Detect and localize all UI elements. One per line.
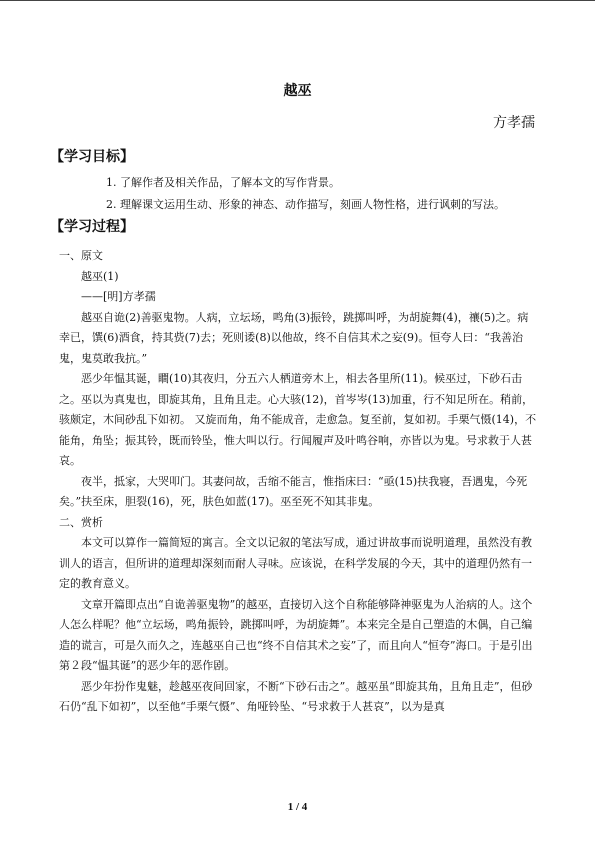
subheading-analysis: 二、赏析 — [59, 515, 103, 529]
header-rule — [0, 0, 595, 1]
paragraph-3: 夜半，抵家，大哭叩门。其妻问故，舌缩不能言，惟指床曰：“亟(15)扶我寝，吾遇鬼，今死矣。”扶至床，胆裂(16)，死，肤色如蓝(17)。巫至死不知其非鬼。 — [59, 474, 528, 508]
goal-item-1: 1. 了解作者及相关作品，了解本文的写作背景。 — [106, 176, 340, 189]
work-title: 越巫(1) — [81, 269, 119, 283]
page-number: 1 / 4 — [287, 801, 308, 813]
subheading-original: 一、原文 — [59, 249, 103, 262]
paragraph-2: 恶少年愠其诞，瞷(10)其夜归，分五六人栖道旁木上，相去各里所(11)。候巫过，下砂石击之。巫以为真鬼也，即旋其角，且角且走。心大骇(12)，首岑岑(13)加重，行不知足所在。稍前，骇颇定，木间砂乱下如初。 又旋而角，角不能成音，走愈急。复至前，复如初。手栗气慑(14)，不能角，角坠；振其铃，既而铃坠，惟大叫以行。行闻履声及叶鸣谷响，亦皆以为鬼。号求救于人甚哀。 — [59, 372, 537, 467]
paragraph-1: 越巫自诡(2)善驱鬼物。人病，立坛场，鸣角(3)振铃，跳掷叫呼，为胡旋舞(4)，禳(5)之。病幸已，馔(6)酒食，持其赀(7)去；死则诿(8)以他故，终不自信其术之妄(9)。恒夸人曰：“我善治鬼，鬼莫敢我抗。” — [59, 310, 529, 365]
body-text — [59, 246, 537, 718]
paragraph-5: 文章开篇即点出“自诡善驱鬼物”的越巫，直接切入这个自称能够降神驱鬼为人治病的人。这个人怎么样呢？他“立坛场，鸣角振铃，跳掷叫呼，为胡旋舞”。本来完全是自己塑造的木偶，自己编造的谎言，可是久而久之，连越巫自己也“终不自信其术之妄”了，而且向人“恒夸”海口。于是引出第２段“愠其诞”的恶少年的恶作剧。 — [59, 597, 533, 672]
paragraph-6: 恶少年扮作鬼魅，趁越巫夜间回家，不断“下砂石击之”。越巫虽“即旋其角，且角且走”，但砂石仍“乱下如初”，以至他“手栗气慑”、角哑铃坠、“号求救于人甚哀”，以为是真 — [59, 679, 533, 713]
work-author: ——[明]方孝孺 — [81, 290, 156, 303]
author-name: 方孝孺 — [493, 115, 535, 131]
page-title: 越巫 — [283, 83, 312, 99]
process-heading: 【学习过程】 — [50, 219, 134, 235]
goal-item-2: 2. 理解课文运用生动、形象的神态、动作描写，刻画人物性格，进行讽刺的写法。 — [106, 198, 505, 211]
paragraph-4: 本文可以算作一篇简短的寓言。全文以记叙的笔法写成，通过讲故事而说明道理，虽然没有教训人的语言，但所讲的道理却深刻而耐人寻味。应该说，在科学发展的今天，其中的道理仍然有一定的教育意义。 — [59, 536, 532, 590]
goals-heading: 【学习目标】 — [50, 149, 134, 165]
